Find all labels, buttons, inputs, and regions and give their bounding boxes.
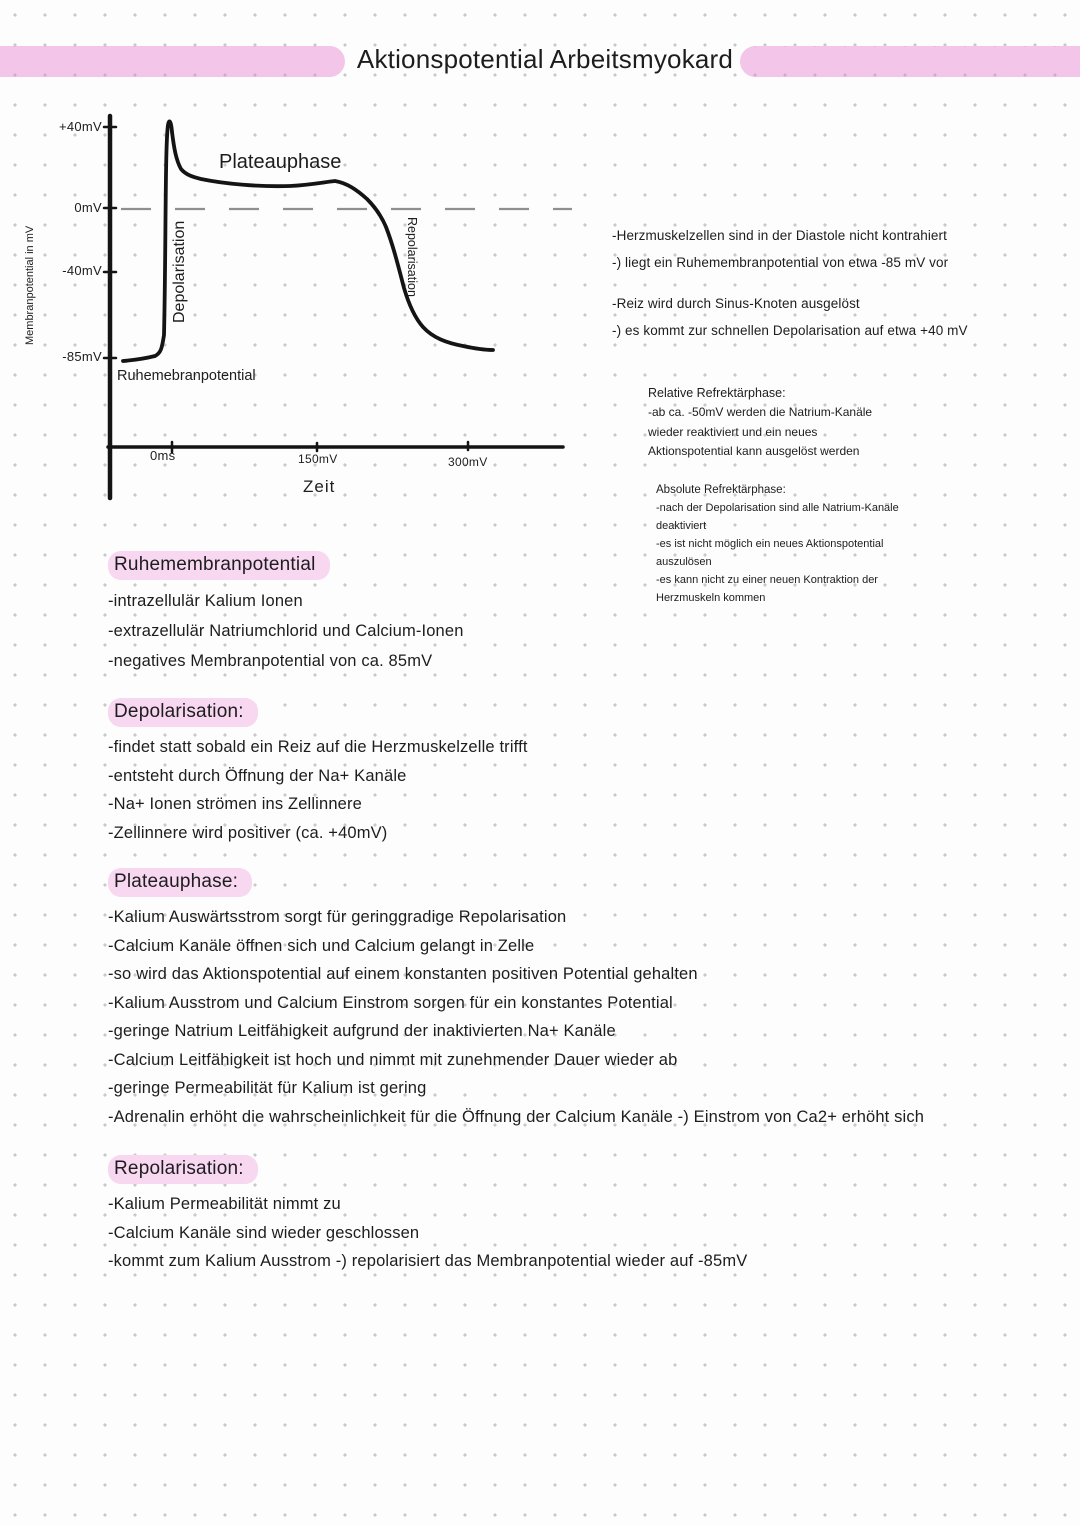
- x-tick-300: 300mV: [448, 455, 488, 469]
- text-line: -nach der Depolarisation sind alle Natrium-Kanäle: [656, 502, 899, 514]
- y-tick-minus85: -85mV: [62, 349, 102, 364]
- text-line: -extrazellulär Natriumchlorid und Calcium-Ionen: [108, 622, 464, 640]
- text-line: wieder reaktiviert und ein neues: [648, 424, 818, 439]
- relative-refraktaerphase-heading: Relative Refrektärphase:: [648, 386, 786, 400]
- text-line: -Calcium Kanäle öffnen sich und Calcium gelangt in Zelle: [108, 936, 535, 955]
- y-tick-zero: 0mV: [74, 200, 102, 215]
- y-tick-plus40: +40mV: [58, 119, 102, 134]
- absolute-refraktaerphase-heading: Absolute Refrektärphase:: [656, 484, 786, 496]
- section-repolarisation: [108, 1155, 747, 1276]
- section-heading-ruhemembranpotential: Ruhemembranpotential: [108, 551, 330, 580]
- text-line: -findet statt sobald ein Reiz auf die Herzmuskelzelle trifft: [108, 738, 528, 756]
- page-title: Aktionspotential Arbeitsmyokard: [356, 44, 734, 74]
- text-line: -Kalium Auswärtsstrom sorgt für geringgradige Repolarisation: [108, 908, 567, 926]
- text-line: -kommt zum Kalium Ausstrom -) repolarisiert das Membranpotential wieder auf -85mV: [108, 1252, 748, 1270]
- section-lines-depolarisation: [108, 733, 528, 847]
- section-heading-repolarisation: Repolarisation:: [108, 1155, 258, 1184]
- text-line: -Zellinnere wird positiver (ca. +40mV): [108, 823, 388, 842]
- text-line: auszulösen: [656, 556, 712, 568]
- section-lines-ruhemembranpotential: [108, 586, 464, 676]
- x-tick-150: 150mV: [298, 452, 338, 466]
- text-line: -) es kommt zur schnellen Depolarisation auf etwa +40 mV: [612, 323, 968, 338]
- section-heading-plateauphase: Plateauphase:: [108, 868, 252, 897]
- absolute-refraktaerphase-block: [656, 481, 899, 607]
- text-line: Aktionspotential kann ausgelöst werden: [648, 444, 860, 458]
- y-axis-title: Membranpotential in mV: [24, 225, 36, 345]
- text-line: deaktiviert: [656, 520, 707, 532]
- text-line: -Reiz wird durch Sinus-Knoten ausgelöst: [612, 296, 860, 311]
- text-line: -Kalium Permeabilität nimmt zu: [108, 1195, 341, 1213]
- text-line: -Adrenalin erhöht die wahrscheinlichkeit für die Öffnung der Calcium Kanäle -) Einstrom von Ca2+ erhöht sich: [108, 1107, 925, 1126]
- section-heading-depolarisation: Depolarisation:: [108, 698, 258, 727]
- depolarisation-annotation: Depolarisation: [171, 220, 188, 323]
- repolarisation-annotation: Repolarisation: [405, 217, 419, 297]
- text-line: -ab ca. -50mV werden die Natrium-Kanäle: [648, 405, 873, 419]
- y-tick-minus40: -40mV: [62, 263, 102, 278]
- note-diastole: [612, 222, 948, 276]
- header-highlight-right: [740, 46, 1080, 77]
- header-highlight-left: [0, 46, 345, 77]
- absolute-refraktaerphase-lines: [656, 499, 899, 607]
- section-lines-repolarisation: [108, 1190, 747, 1276]
- text-line: Herzmuskeln kommen: [656, 592, 766, 604]
- text-line: -so wird das Aktionspotential auf einem konstanten positiven Potential gehalten: [108, 965, 698, 983]
- text-line: -intrazellulär Kalium Ionen: [108, 592, 303, 610]
- relative-refraktaerphase-block: [648, 383, 872, 462]
- x-axis-title: Zeit: [303, 477, 336, 496]
- text-line: -negatives Membranpotential von ca. 85mV: [108, 652, 433, 670]
- text-line: -) liegt ein Ruhemembranpotential von etwa -85 mV vor: [612, 255, 949, 270]
- text-line: -es ist nicht möglich ein neues Aktionspotential: [656, 538, 884, 550]
- relative-refraktaerphase-lines: [648, 403, 872, 462]
- text-line: -Calcium Kanäle sind wieder geschlossen: [108, 1223, 420, 1242]
- plateauphase-annotation: Plateauphase: [219, 151, 342, 173]
- text-line: -geringe Natrium Leitfähigkeit aufgrund der inaktivierten Na+ Kanäle: [108, 1022, 616, 1040]
- section-depolarisation: [108, 698, 528, 847]
- text-line: -entsteht durch Öffnung der Na+ Kanäle: [108, 766, 407, 785]
- text-line: -geringe Permeabilität für Kalium ist gering: [108, 1079, 427, 1097]
- text-line: -Kalium Ausstrom und Calcium Einstrom sorgen für ein konstantes Potential: [108, 993, 673, 1012]
- note-sinus-knoten: [612, 290, 968, 344]
- x-tick-0ms: 0ms: [150, 448, 176, 463]
- text-line: -es kann nicht zu einer neuen Kontraktion der: [656, 574, 878, 586]
- section-plateauphase: [108, 868, 924, 1131]
- text-line: -Calcium Leitfähigkeit ist hoch und nimmt mit zunehmender Dauer wieder ab: [108, 1050, 678, 1069]
- section-ruhemembranpotential: [108, 551, 464, 676]
- ruhemembranpotential-annotation: Ruhemebranpotential: [117, 368, 256, 384]
- text-line: -Herzmuskelzellen sind in der Diastole nicht kontrahiert: [612, 228, 947, 243]
- section-lines-plateauphase: [108, 903, 924, 1131]
- text-line: -Na+ Ionen strömen ins Zellinnere: [108, 795, 362, 813]
